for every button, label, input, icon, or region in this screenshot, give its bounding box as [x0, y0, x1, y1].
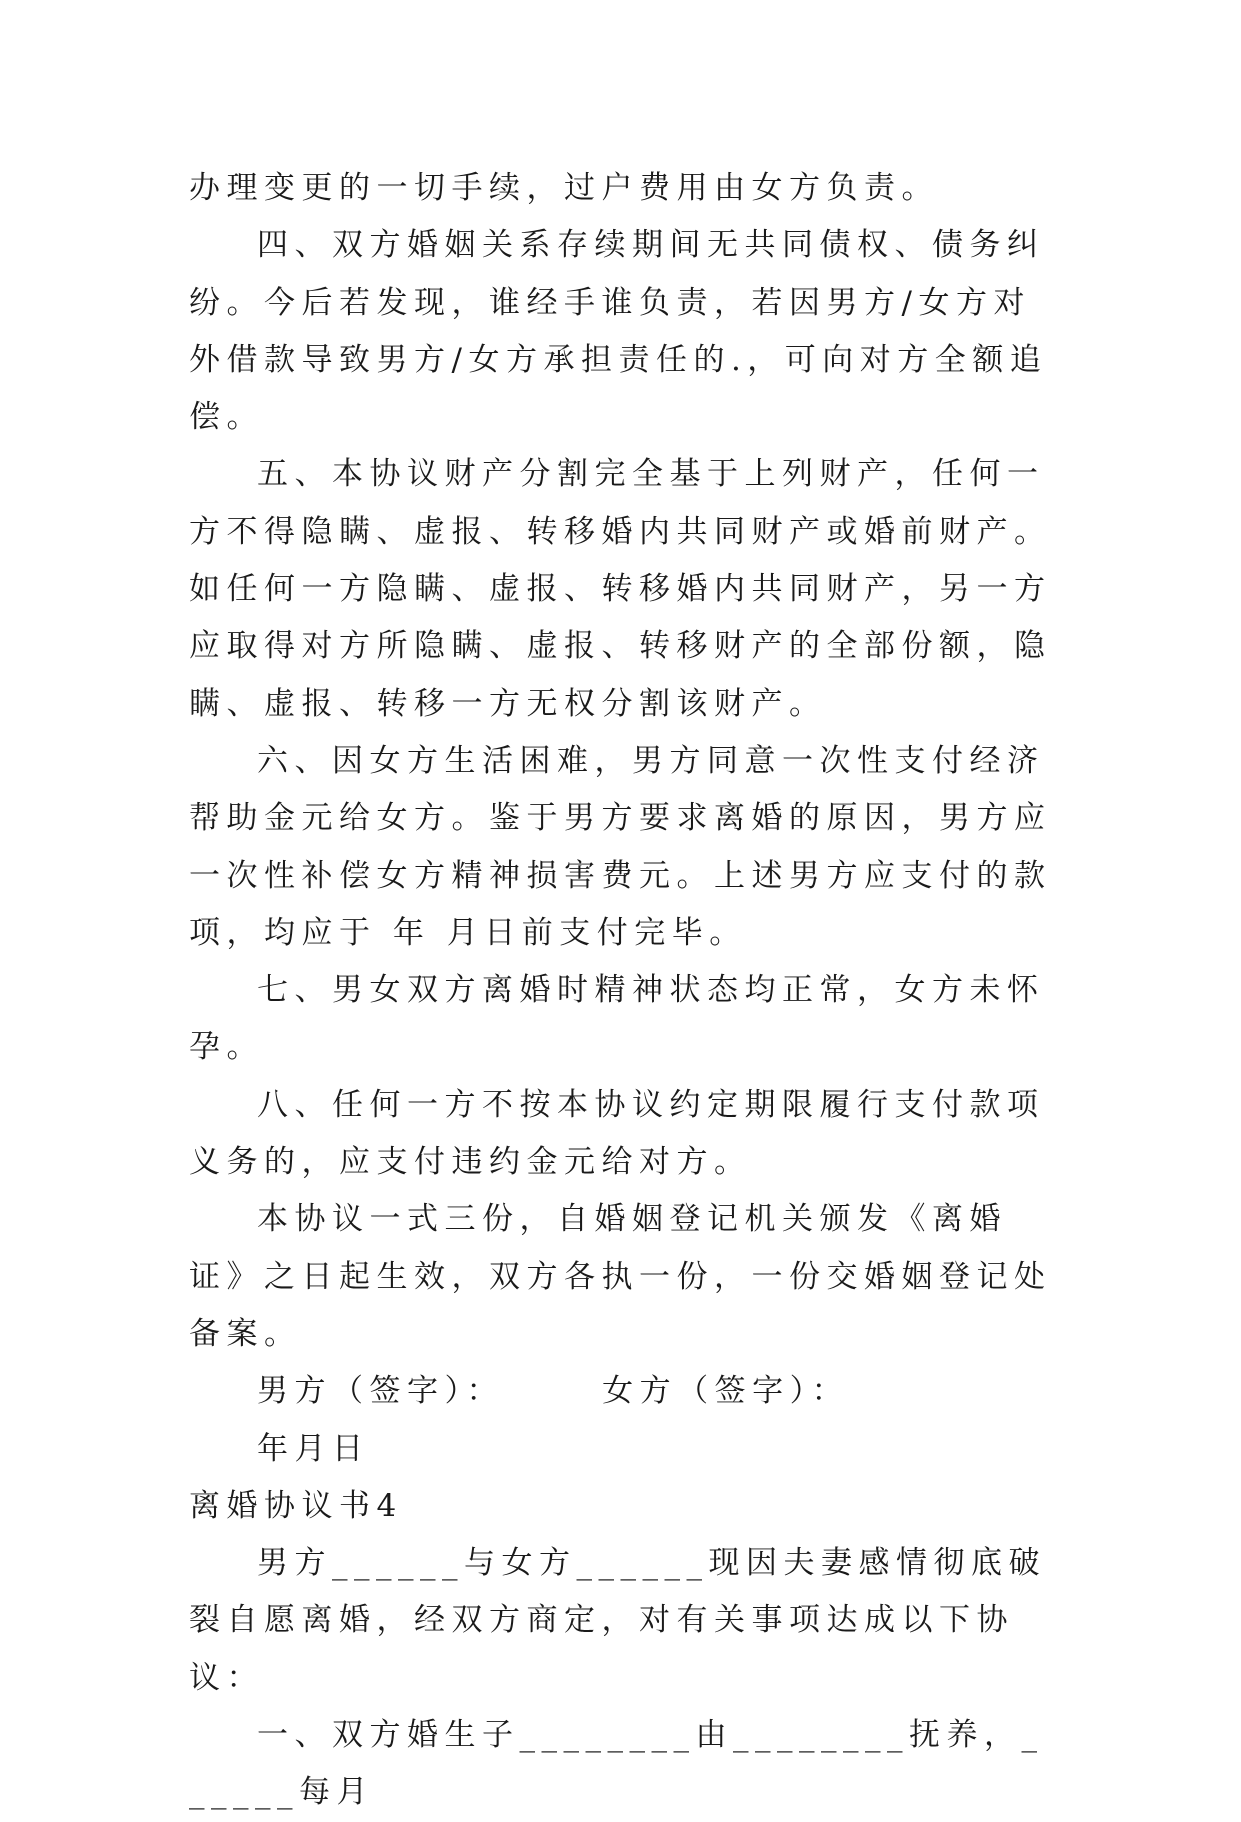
signature-line: 男方（签字）： 女方（签字）：	[257, 1373, 850, 1410]
paragraph-clause-eight-penalty: 八、任何一方不按本协议约定期限履行支付款项义务的，应支付违约金元给对方。	[189, 1086, 1045, 1181]
paragraph-clause-one-child: 一、双方婚生子________由________抚养，______每月	[189, 1717, 1044, 1811]
paragraph-clause-four-debts: 四、双方婚姻关系存续期间无共同债权、债务纠纷。今后若发现，谁经手谁负责，若因男方/女方对外借款导致男方/女方承担责任的.，可向对方全额追偿。	[189, 227, 1048, 436]
paragraph-clause-six-compensation: 六、因女方生活困难，男方同意一次性支付经济帮助金元给女方。鉴于男方要求离婚的原因，男方应一次性补偿女方精神损害费元。上述男方应支付的款项，均应于 年 月日前支付完毕。	[189, 742, 1052, 951]
section-title: 离婚协议书4	[189, 1487, 403, 1524]
paragraph-transfer-procedures: 办理变更的一切手续，过户费用由女方负责。	[189, 170, 939, 206]
date-line: 年月日	[257, 1430, 370, 1467]
paragraph-copies-effective: 本协议一式三份，自婚姻登记机关颁发《离婚证》之日起生效，双方各执一份，一份交婚姻登记处备案。	[189, 1201, 1052, 1352]
paragraph-clause-five-property: 五、本协议财产分割完全基于上列财产，任何一方不得隐瞒、虚报、转移婚内共同财产或婚前财产。如任何一方隐瞒、虚报、转移婚内共同财产，另一方应取得对方所隐瞒、虚报、转移财产的全部份额，隐瞒、虚报、转移一方无权分割该财产。	[189, 456, 1052, 722]
paragraph-clause-seven-status: 七、男女双方离婚时精神状态均正常，女方未怀孕。	[189, 972, 1045, 1066]
document-body	[189, 160, 1059, 1822]
paragraph-parties-intro: 男方______与女方______现因夫妻感情彻底破裂自愿离婚，经双方商定，对有关事项达成以下协议：	[189, 1545, 1046, 1696]
